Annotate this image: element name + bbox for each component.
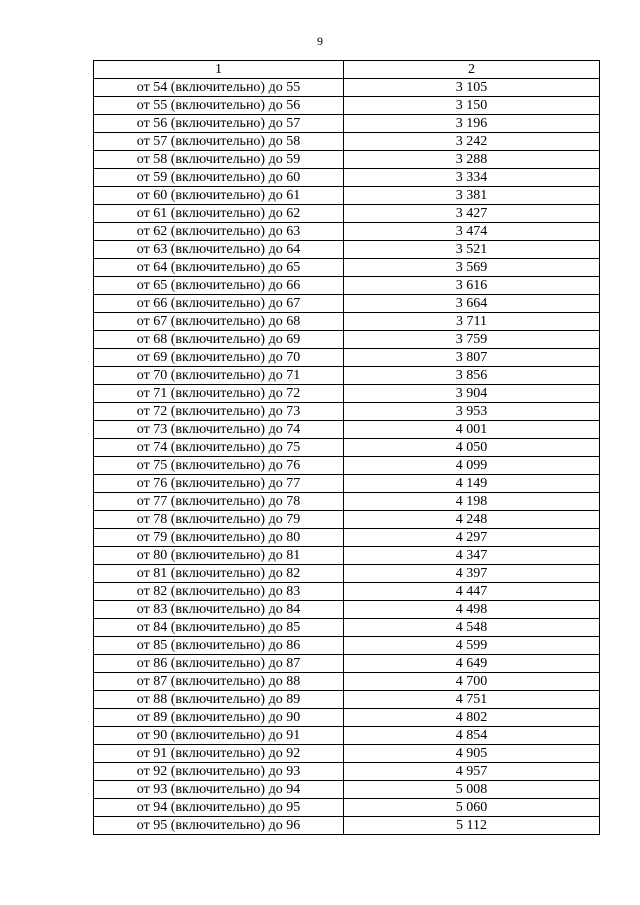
value-cell: 5 112 — [344, 817, 600, 835]
table-row — [94, 691, 600, 709]
table-row — [94, 79, 600, 97]
value-cell: 3 759 — [344, 331, 600, 349]
range-cell: от 93 (включительно) до 94 — [94, 781, 344, 799]
value-cell: 4 397 — [344, 565, 600, 583]
value-cell: 3 616 — [344, 277, 600, 295]
range-cell: от 94 (включительно) до 95 — [94, 799, 344, 817]
range-cell: от 61 (включительно) до 62 — [94, 205, 344, 223]
table-row — [94, 403, 600, 421]
table-row — [94, 799, 600, 817]
table-body — [94, 79, 600, 835]
range-cell: от 73 (включительно) до 74 — [94, 421, 344, 439]
value-cell: 3 664 — [344, 295, 600, 313]
value-cell: 3 242 — [344, 133, 600, 151]
header-cell-1: 1 — [94, 61, 344, 79]
table-row — [94, 367, 600, 385]
range-cell: от 67 (включительно) до 68 — [94, 313, 344, 331]
page-number: 9 — [317, 34, 323, 48]
range-cell: от 84 (включительно) до 85 — [94, 619, 344, 637]
table-row — [94, 133, 600, 151]
table-row — [94, 331, 600, 349]
value-cell: 5 008 — [344, 781, 600, 799]
value-cell: 4 297 — [344, 529, 600, 547]
range-cell: от 66 (включительно) до 67 — [94, 295, 344, 313]
value-cell: 3 474 — [344, 223, 600, 241]
value-cell: 3 427 — [344, 205, 600, 223]
table-header — [94, 61, 600, 79]
table-row — [94, 439, 600, 457]
value-cell: 4 248 — [344, 511, 600, 529]
value-cell: 4 649 — [344, 655, 600, 673]
range-cell: от 90 (включительно) до 91 — [94, 727, 344, 745]
range-cell: от 65 (включительно) до 66 — [94, 277, 344, 295]
range-cell: от 55 (включительно) до 56 — [94, 97, 344, 115]
table-row — [94, 349, 600, 367]
table-row — [94, 583, 600, 601]
data-table — [93, 60, 600, 835]
value-cell: 3 569 — [344, 259, 600, 277]
value-cell: 3 334 — [344, 169, 600, 187]
table-row — [94, 601, 600, 619]
range-cell: от 77 (включительно) до 78 — [94, 493, 344, 511]
table-row — [94, 151, 600, 169]
table-row — [94, 745, 600, 763]
range-cell: от 79 (включительно) до 80 — [94, 529, 344, 547]
value-cell: 3 521 — [344, 241, 600, 259]
range-cell: от 81 (включительно) до 82 — [94, 565, 344, 583]
value-cell: 4 347 — [344, 547, 600, 565]
value-cell: 4 050 — [344, 439, 600, 457]
range-cell: от 91 (включительно) до 92 — [94, 745, 344, 763]
value-cell: 3 196 — [344, 115, 600, 133]
table-row — [94, 637, 600, 655]
table-row — [94, 115, 600, 133]
range-cell: от 69 (включительно) до 70 — [94, 349, 344, 367]
table-row — [94, 313, 600, 331]
table-row — [94, 169, 600, 187]
table-row — [94, 421, 600, 439]
value-cell: 3 381 — [344, 187, 600, 205]
table-row — [94, 259, 600, 277]
table-row — [94, 385, 600, 403]
value-cell: 3 150 — [344, 97, 600, 115]
table-row — [94, 457, 600, 475]
range-cell: от 76 (включительно) до 77 — [94, 475, 344, 493]
value-cell: 5 060 — [344, 799, 600, 817]
value-cell: 4 957 — [344, 763, 600, 781]
value-cell: 3 105 — [344, 79, 600, 97]
table-row — [94, 223, 600, 241]
table-row — [94, 493, 600, 511]
table-row — [94, 727, 600, 745]
value-cell: 3 807 — [344, 349, 600, 367]
range-cell: от 86 (включительно) до 87 — [94, 655, 344, 673]
range-cell: от 54 (включительно) до 55 — [94, 79, 344, 97]
range-cell: от 82 (включительно) до 83 — [94, 583, 344, 601]
table-row — [94, 655, 600, 673]
table-row — [94, 763, 600, 781]
value-cell: 4 498 — [344, 601, 600, 619]
table-row — [94, 673, 600, 691]
table-row — [94, 475, 600, 493]
table-row — [94, 547, 600, 565]
range-cell: от 63 (включительно) до 64 — [94, 241, 344, 259]
value-cell: 4 854 — [344, 727, 600, 745]
value-cell: 4 700 — [344, 673, 600, 691]
range-cell: от 57 (включительно) до 58 — [94, 133, 344, 151]
value-cell: 4 001 — [344, 421, 600, 439]
table-row — [94, 511, 600, 529]
table-row — [94, 565, 600, 583]
range-cell: от 88 (включительно) до 89 — [94, 691, 344, 709]
range-cell: от 68 (включительно) до 69 — [94, 331, 344, 349]
value-cell: 4 751 — [344, 691, 600, 709]
value-cell: 4 905 — [344, 745, 600, 763]
table-row — [94, 817, 600, 835]
table-row — [94, 295, 600, 313]
header-cell-2: 2 — [344, 61, 600, 79]
range-cell: от 74 (включительно) до 75 — [94, 439, 344, 457]
value-cell: 4 149 — [344, 475, 600, 493]
table-row — [94, 709, 600, 727]
table-row — [94, 205, 600, 223]
table-row — [94, 97, 600, 115]
table-row — [94, 619, 600, 637]
range-cell: от 62 (включительно) до 63 — [94, 223, 344, 241]
value-cell: 4 447 — [344, 583, 600, 601]
range-cell: от 56 (включительно) до 57 — [94, 115, 344, 133]
table-row — [94, 781, 600, 799]
range-cell: от 87 (включительно) до 88 — [94, 673, 344, 691]
value-cell: 3 288 — [344, 151, 600, 169]
table-row — [94, 241, 600, 259]
range-cell: от 59 (включительно) до 60 — [94, 169, 344, 187]
value-cell: 4 099 — [344, 457, 600, 475]
range-cell: от 92 (включительно) до 93 — [94, 763, 344, 781]
table-row — [94, 529, 600, 547]
range-cell: от 75 (включительно) до 76 — [94, 457, 344, 475]
range-cell: от 83 (включительно) до 84 — [94, 601, 344, 619]
table-row — [94, 277, 600, 295]
value-cell: 3 711 — [344, 313, 600, 331]
range-cell: от 95 (включительно) до 96 — [94, 817, 344, 835]
table-row — [94, 187, 600, 205]
header-row — [94, 61, 600, 79]
range-cell: от 72 (включительно) до 73 — [94, 403, 344, 421]
value-cell: 4 802 — [344, 709, 600, 727]
value-cell: 3 953 — [344, 403, 600, 421]
range-cell: от 71 (включительно) до 72 — [94, 385, 344, 403]
value-cell: 4 548 — [344, 619, 600, 637]
value-cell: 3 856 — [344, 367, 600, 385]
range-cell: от 58 (включительно) до 59 — [94, 151, 344, 169]
value-cell: 3 904 — [344, 385, 600, 403]
range-cell: от 70 (включительно) до 71 — [94, 367, 344, 385]
range-cell: от 78 (включительно) до 79 — [94, 511, 344, 529]
range-cell: от 85 (включительно) до 86 — [94, 637, 344, 655]
range-cell: от 64 (включительно) до 65 — [94, 259, 344, 277]
range-cell: от 80 (включительно) до 81 — [94, 547, 344, 565]
range-cell: от 60 (включительно) до 61 — [94, 187, 344, 205]
range-cell: от 89 (включительно) до 90 — [94, 709, 344, 727]
value-cell: 4 198 — [344, 493, 600, 511]
value-cell: 4 599 — [344, 637, 600, 655]
